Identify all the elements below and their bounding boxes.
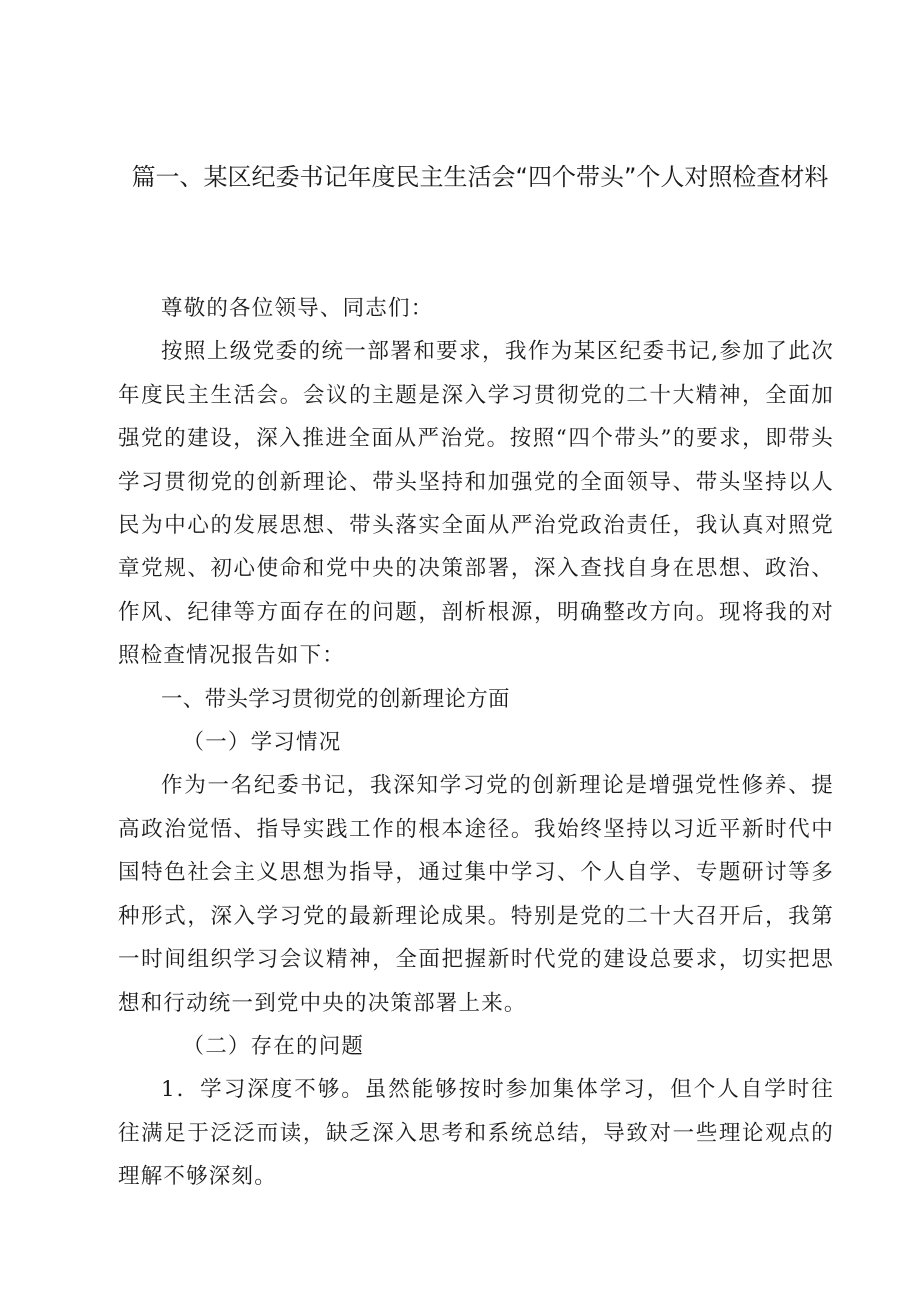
document-body [118, 287, 834, 1199]
intro-paragraph: 按照上级党委的统一部署和要求，我作为某区纪委书记,参加了此次年度民主生活会。会议的主题是深入学习贯彻党的二十大精神，全面加强党的建设，深入推进全面从严治党。按照“四个带头”的要求，即带头学习贯彻党的创新理论、带头坚持和加强党的全面领导、带头坚持以人民为中心的发展思想、带头落实全面从严治党政治责任，我认真对照党章党规、初心使命和党中央的决策部署，深入查找自身在思想、政治、作风、纪律等方面存在的问题，剖析根源，明确整改方向。现将我的对照检查情况报告如下： [118, 339, 834, 669]
study-paragraph: 作为一名纪委书记，我深知学习党的创新理论是增强党性修养、提高政治觉悟、指导实践工作的根本途径。我始终坚持以习近平新时代中国特色社会主义思想为指导，通过集中学习、个人自学、专题研讨等多种形式，深入学习党的最新理论成果。特别是党的二十大召开后，我第一时间组织学习会议精神，全面把握新时代党的建设总要求，切实把思想和行动统一到党中央的决策部署上来。 [118, 773, 834, 1016]
problem-item-1: 1．学习深度不够。虽然能够按时参加集体学习，但个人自学时往往满足于泛泛而读，缺乏深入思考和系统总结，导致对一些理论观点的理解不够深刻。 [118, 1077, 834, 1190]
section-heading-1: 一、带头学习贯彻党的创新理论方面 [161, 686, 510, 712]
document-title: 篇一、某区纪委书记年度民主生活会“四个带头”个人对照检查材料 [131, 163, 829, 191]
greeting-line: 尊敬的各位领导、同志们： [161, 296, 434, 321]
subsection-heading-study: （一）学习情况 [182, 730, 342, 756]
subsection-heading-problems: （二）存在的问题 [182, 1033, 365, 1059]
